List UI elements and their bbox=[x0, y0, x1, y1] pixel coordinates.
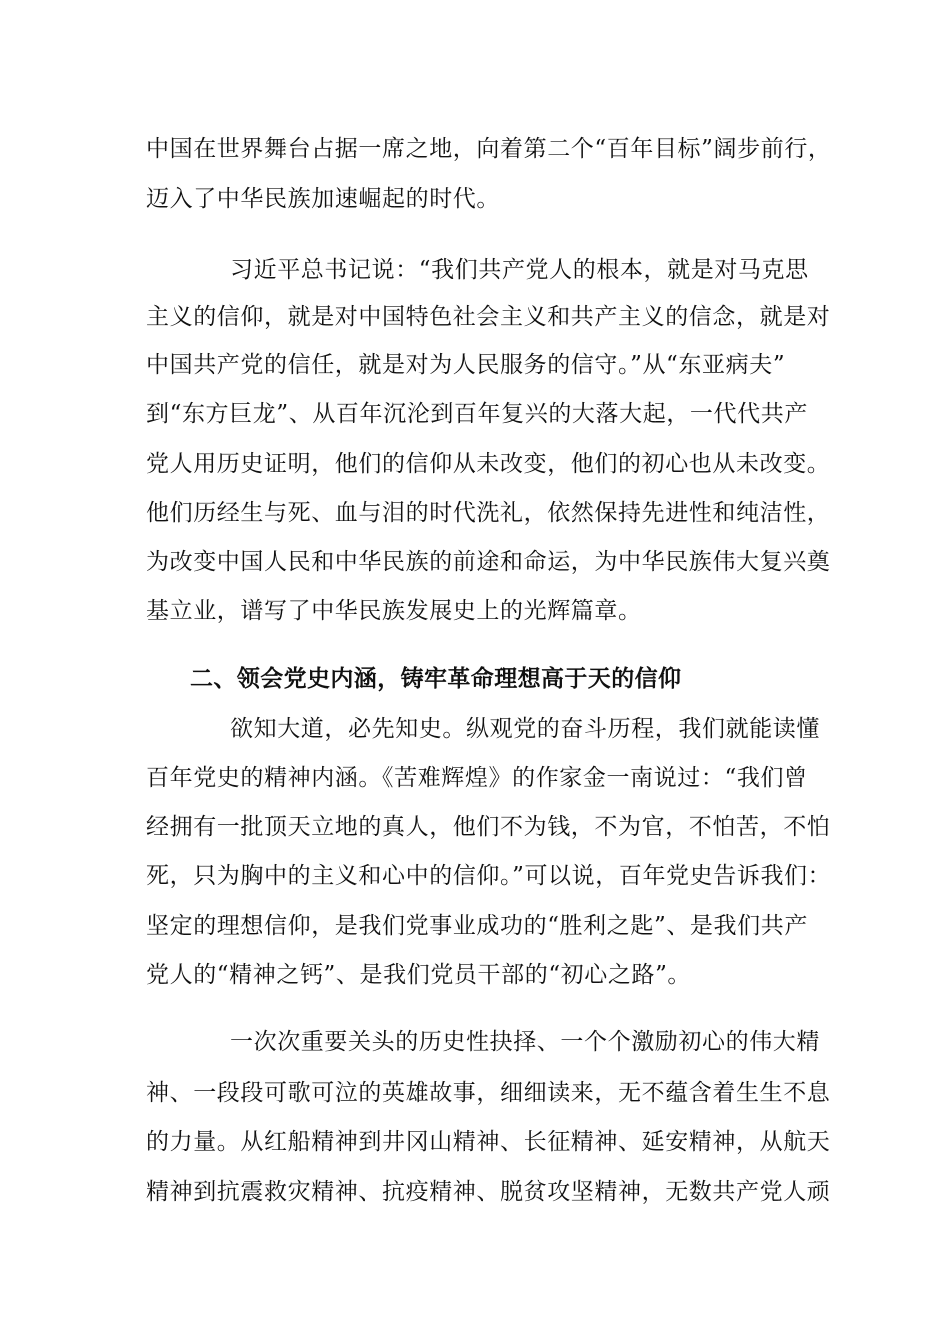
paragraph-4-line-2: 神、一段段可歌可泣的英雄故事，细细读来，无不蕴含着生生不息 bbox=[146, 1080, 831, 1106]
paragraph-2-line-2: 主义的信仰，就是对中国特色社会主义和共产主义的信念，就是对 bbox=[146, 304, 831, 330]
paragraph-2-line-6: 他们历经生与死、血与泪的时代洗礼，依然保持先进性和纯洁性， bbox=[146, 500, 831, 526]
paragraph-3-line-6: 党人的“精神之钙”、是我们党员干部的“初心之路”。 bbox=[146, 962, 692, 988]
paragraph-3-line-3: 经拥有一批顶天立地的真人，他们不为钱，不为官，不怕苦，不怕 bbox=[146, 814, 831, 840]
paragraph-2-line-3: 中国共产党的信任，就是对为人民服务的信守。”从“东亚病夫” bbox=[146, 352, 786, 378]
paragraph-4-line-1: 一次次重要关头的历史性抉择、一个个激励初心的伟大精 bbox=[230, 1029, 820, 1055]
paragraph-2-line-1: 习近平总书记说：“我们共产党人的根本，就是对马克思 bbox=[230, 257, 809, 283]
paragraph-1-line-2: 迈入了中华民族加速崛起的时代。 bbox=[146, 186, 500, 212]
paragraph-3-line-5: 坚定的理想信仰，是我们党事业成功的“胜利之匙”、是我们共产 bbox=[146, 913, 808, 939]
paragraph-4-line-3: 的力量。从红船精神到井冈山精神、长征精神、延安精神，从航天 bbox=[146, 1129, 831, 1155]
paragraph-2-line-7: 为改变中国人民和中华民族的前途和命运，为中华民族伟大复兴奠 bbox=[146, 549, 831, 575]
paragraph-3-line-2: 百年党史的精神内涵。《苦难辉煌》的作家金一南说过：“我们曾 bbox=[146, 765, 808, 791]
paragraph-4-line-4: 精神到抗震救灾精神、抗疫精神、脱贫攻坚精神，无数共产党人顽 bbox=[146, 1179, 831, 1205]
paragraph-1-line-1: 中国在世界舞台占据一席之地，向着第二个“百年目标”阔步前行， bbox=[146, 136, 832, 162]
paragraph-2-line-4: 到“东方巨龙”、从百年沉沦到百年复兴的大落大起，一代代共产 bbox=[146, 401, 808, 427]
paragraph-3-line-4: 死，只为胸中的主义和心中的信仰。”可以说，百年党史告诉我们： bbox=[146, 863, 832, 889]
paragraph-3-line-1: 欲知大道，必先知史。纵观党的奋斗历程，我们就能读懂 bbox=[230, 716, 820, 742]
paragraph-2-line-8: 基立业，谱写了中华民族发展史上的光辉篇章。 bbox=[146, 598, 642, 624]
paragraph-2-line-5: 党人用历史证明，他们的信仰从未改变，他们的初心也从未改变。 bbox=[146, 451, 831, 477]
section-heading: 二、领会党史内涵，铸牢革命理想高于天的信仰 bbox=[190, 666, 682, 692]
